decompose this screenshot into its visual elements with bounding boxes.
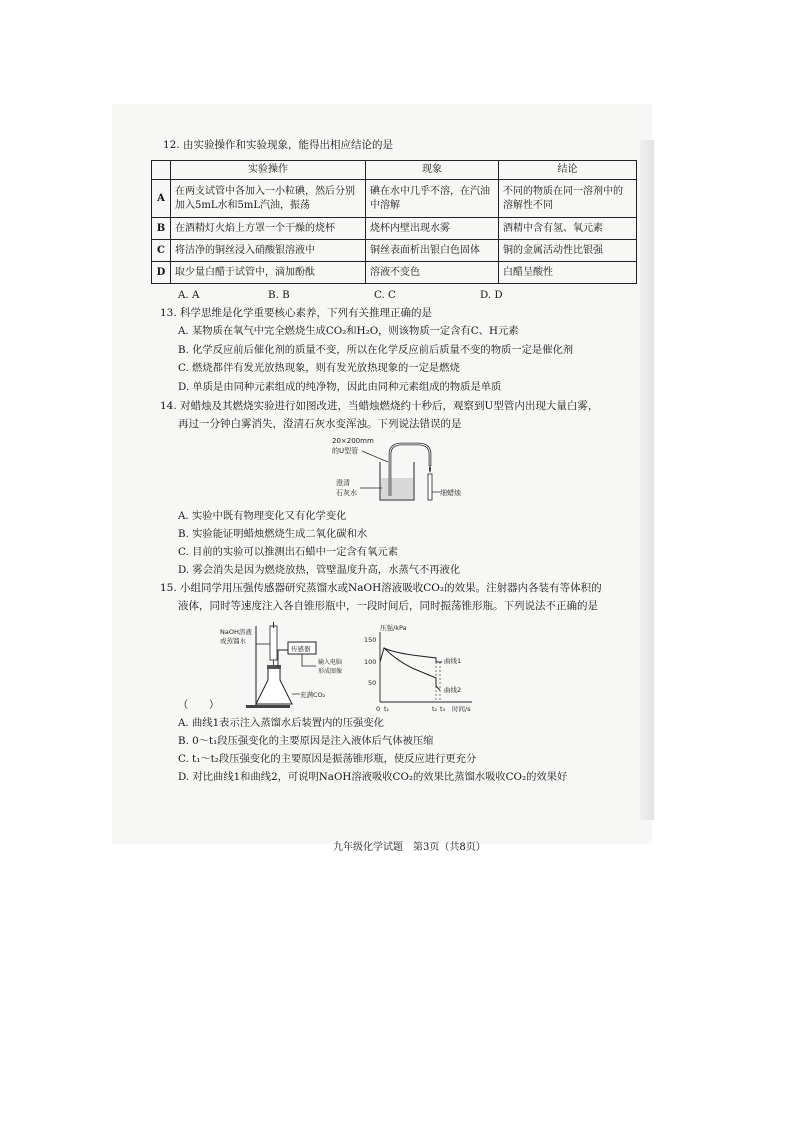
q13-stem: 13. 科学思维是化学重要核心素养，下列有关推理正确的是: [160, 307, 433, 319]
conical-flask-icon: [256, 668, 292, 704]
q13-option-a[interactable]: A. 某物质在氧气中完全燃烧生成CO₂和H₂O，则该物质一定含有C、H元素: [178, 325, 519, 337]
row-phenomenon: 碘在水中几乎不溶，在汽油中溶解: [366, 180, 499, 218]
q13-option-d[interactable]: D. 单质是由同种元素组成的纯净物，因此由同种元素组成的物质是单质: [178, 381, 502, 393]
row-operation: 取少量白醋于试管中，滴加酚酞: [171, 262, 366, 284]
graph-x-tick: t₂: [432, 705, 438, 713]
fig-utube-label-2: 的U型管: [332, 447, 359, 455]
graph-y-tick: 150: [364, 636, 377, 644]
q15-option-c[interactable]: C. t₁～t₂段压强变化的主要原因是振荡锥形瓶，使反应进行更充分: [178, 753, 477, 765]
graph-curve-1: [380, 648, 442, 662]
row-operation: 将洁净的铜丝浸入硝酸银溶液中: [171, 240, 366, 262]
q12-option-d[interactable]: D. D: [480, 289, 503, 301]
fig-naoh-label-1: NaOH溶液: [220, 628, 252, 636]
q14-option-b[interactable]: B. 实验能证明蜡烛燃烧生成二氧化碳和水: [178, 528, 368, 540]
q13-option-b[interactable]: B. 化学反应前后催化剂的质量不变，所以在化学反应前后质量不变的物质一定是催化剂: [178, 344, 574, 356]
row-letter: C: [152, 240, 171, 262]
header-phenomenon: 现象: [366, 161, 499, 180]
q12-option-b[interactable]: B. B: [268, 289, 290, 301]
row-conclusion: 不同的物质在同一溶剂中的溶解性不同: [499, 180, 637, 218]
page-footer: 九年级化学试题 第3页（共8页）: [333, 842, 486, 853]
table-row: [152, 240, 637, 262]
limewater-liquid: [381, 478, 413, 499]
graph-x-tick: t₁: [384, 705, 390, 713]
fig-lime-label-1: 澄清: [336, 479, 350, 487]
row-letter: D: [152, 262, 171, 284]
q15-option-d[interactable]: D. 对比曲线1和曲线2，可说明NaOH溶液吸收CO₂的效果比蒸馏水吸收CO₂的效果好: [178, 771, 568, 783]
q14-option-a[interactable]: A. 实验中既有物理变化又有化学变化: [178, 510, 347, 522]
table-row: [152, 180, 637, 218]
row-letter: B: [152, 218, 171, 240]
q14-option-c[interactable]: C. 目前的实验可以推测出石蜡中一定含有氧元素: [178, 546, 398, 558]
graph-x-tick: t₃: [440, 705, 446, 713]
q15-stem-line1: 15. 小组同学用压强传感器研究蒸馏水或NaOH溶液吸收CO₂的效果。注射器内各装有等体积的: [160, 582, 602, 594]
graph-curve-1-label: 曲线1: [444, 657, 462, 665]
table-row: [152, 262, 637, 284]
fig-candle-label: 细蜡烛: [440, 489, 461, 497]
candle-icon: [428, 474, 432, 500]
row-letter: A: [152, 180, 171, 218]
flame-icon: [429, 465, 431, 473]
fig-naoh-label-2: 或蒸馏水: [220, 637, 246, 645]
q13-option-c[interactable]: C. 燃烧都伴有发光放热现象，则有发光放热现象的一定是燃烧: [178, 362, 460, 374]
row-operation: 在酒精灯火焰上方罩一个干燥的烧杯: [171, 218, 366, 240]
q12-option-a[interactable]: A. A: [178, 289, 200, 301]
graph-curve-2: [384, 648, 440, 690]
q15-pressure-graph: [362, 622, 502, 714]
row-conclusion: 铜的金属活动性比银强: [499, 240, 637, 262]
q15-option-a[interactable]: A. 曲线1表示注入蒸馏水后装置内的压强变化: [178, 717, 384, 729]
row-phenomenon: 溶液不变色: [366, 262, 499, 284]
q15-apparatus-figure: [216, 622, 366, 712]
graph-y-tick: 100: [364, 658, 377, 666]
fig-input-label-2: 形成图像: [318, 668, 343, 675]
row-conclusion: 酒精中含有氢、氧元素: [499, 218, 637, 240]
syringe-icon: [270, 626, 277, 660]
header-operation: 实验操作: [171, 161, 366, 180]
fig-sensor-label: 传感器: [291, 645, 311, 653]
row-conclusion: 白醋呈酸性: [499, 262, 637, 284]
q12-option-c[interactable]: C. C: [374, 289, 396, 301]
graph-y-label: 压强/kPa: [380, 624, 407, 632]
header-conclusion: 结论: [499, 161, 637, 180]
q15-stem-line2: 液体，同时等速度注入各自锥形瓶中，一段时间后，同时振荡锥形瓶。下列说法不正确的是: [178, 600, 598, 612]
row-operation: 在两支试管中各加入一小粒碘，然后分别加入5mL水和5mL汽油，振荡: [171, 180, 366, 218]
fig-co2-label: 充满CO₂: [300, 691, 326, 699]
table-corner: [152, 161, 171, 180]
q14-stem-line1: 14. 对蜡烛及其燃烧实验进行如图改进，当蜡烛燃烧约十秒后，观察到U型管内出现大量白雾，: [160, 400, 599, 412]
fig-input-label-1: 输入电脑: [318, 659, 343, 666]
graph-x-label: 时间/s: [452, 705, 471, 713]
q15-option-b[interactable]: B. 0～t₁段压强变化的主要原因是注入液体后气体被压缩: [178, 735, 434, 747]
row-phenomenon: 铜丝表面析出银白色固体: [366, 240, 499, 262]
graph-y-tick: 50: [368, 679, 377, 687]
fig-lime-label-2: 石灰水: [336, 489, 357, 497]
fig-utube-label-1: 20×200mm: [332, 437, 374, 445]
q14-option-d[interactable]: D. 雾会消失是因为燃烧放热，管壁温度升高，水蒸气不再液化: [178, 564, 461, 576]
table-row: [152, 218, 637, 240]
graph-curve-2-label: 曲线2: [444, 686, 462, 694]
page-edge-shadow: [640, 140, 654, 820]
q15-answer-paren[interactable]: （ ）: [178, 699, 220, 711]
q12-table: [151, 160, 637, 284]
row-phenomenon: 烧杯内壁出现水雾: [366, 218, 499, 240]
graph-x-tick: 0: [376, 705, 381, 713]
q12-stem: 12. 由实验操作和实验现象，能得出相应结论的是: [163, 139, 394, 151]
q14-candle-utube-figure: [330, 432, 470, 506]
q14-stem-line2: 再过一分钟白雾消失，澄清石灰水变浑浊。下列说法错误的是: [178, 418, 462, 430]
